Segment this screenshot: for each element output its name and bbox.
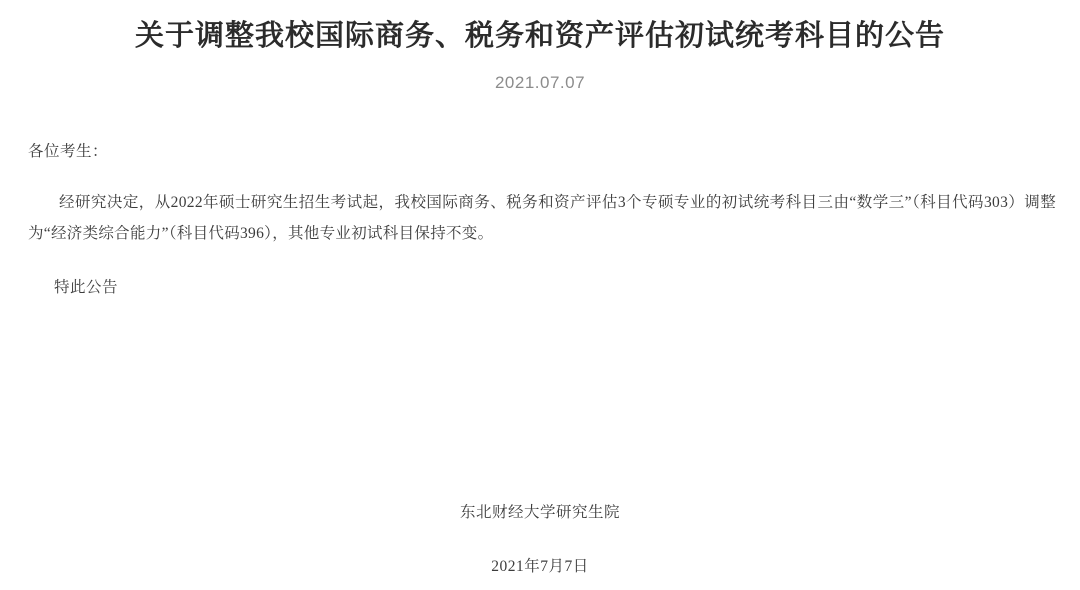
- signature-organization: 东北财经大学研究生院: [459, 504, 620, 521]
- document-body: [0, 93, 1080, 297]
- body-paragraph: 经研究决定，从2022年硕士研究生招生考试起，我校国际商务、税务和资产评估3个专硕专业的初试统考科目三由“数学三”（科目代码303）调整为“经济类综合能力”（科目代码396），其他专业初试科目保持不变。: [28, 193, 1056, 242]
- signature-block: [0, 500, 1080, 576]
- signature-date: 2021年7月7日: [491, 558, 589, 575]
- publish-date: 2021.07.07: [494, 72, 586, 92]
- page-title: 关于调整我校国际商务、税务和资产评估初试统考科目的公告: [134, 20, 945, 52]
- closing-text: 特此公告: [54, 278, 119, 296]
- salutation-text: 各位考生：: [28, 142, 109, 160]
